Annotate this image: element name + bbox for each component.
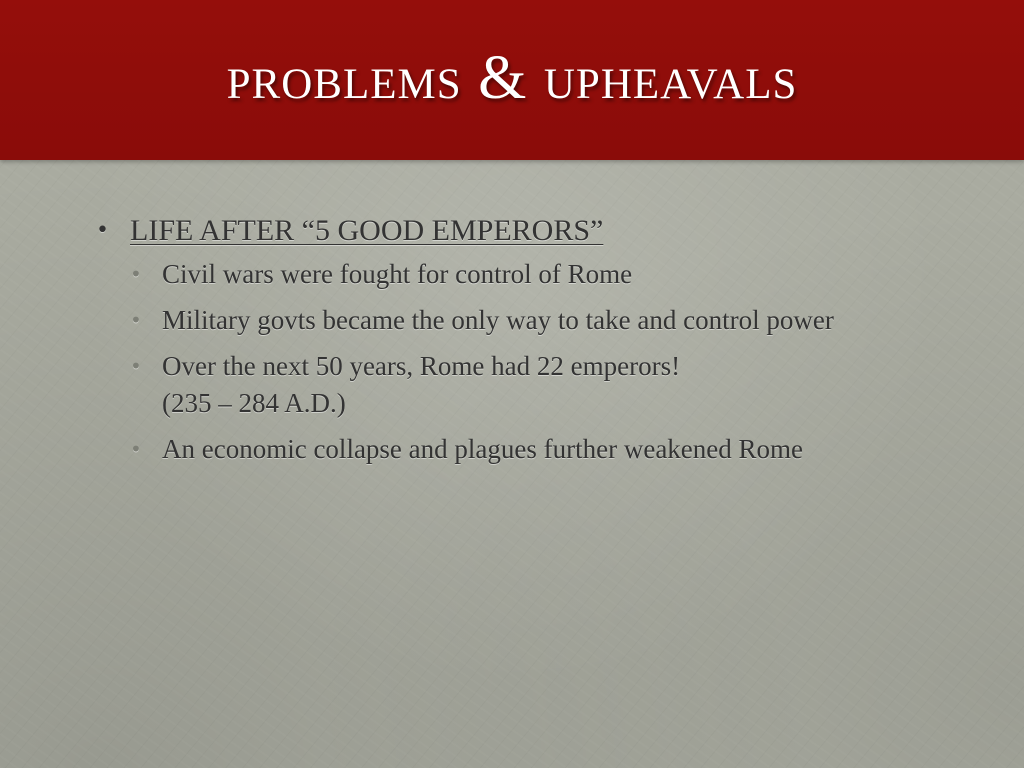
sub-bullet-item [96, 256, 916, 293]
sub-bullet-icon: • [130, 308, 142, 332]
main-bullet-text: LIFE AFTER “5 GOOD EMPERORS” [130, 214, 604, 247]
sub-bullet-text: An economic collapse and plagues further weakened Rome [162, 434, 804, 464]
sub-bullet-item [96, 431, 916, 468]
title-band [0, 0, 1024, 160]
sub-bullet-text: Military govts became the only way to take and control power [162, 305, 834, 335]
slide-body [96, 210, 916, 477]
bullet-icon: • [96, 218, 109, 243]
sub-bullet-item [96, 348, 916, 422]
sub-bullet-icon: • [130, 437, 142, 461]
sub-bullet-date-range: (235 – 284 A.D.) [162, 388, 346, 418]
main-bullet-item [96, 210, 916, 252]
sub-bullet-icon: • [130, 354, 142, 378]
sub-bullet-list [96, 256, 916, 468]
sub-bullet-icon: • [130, 262, 142, 286]
sub-bullet-item [96, 302, 916, 339]
sub-bullet-text: Over the next 50 years, Rome had 22 emperors! [162, 351, 681, 381]
sub-bullet-text: Civil wars were fought for control of Rome [162, 259, 633, 289]
slide-title: problems & upheavals [226, 44, 798, 112]
